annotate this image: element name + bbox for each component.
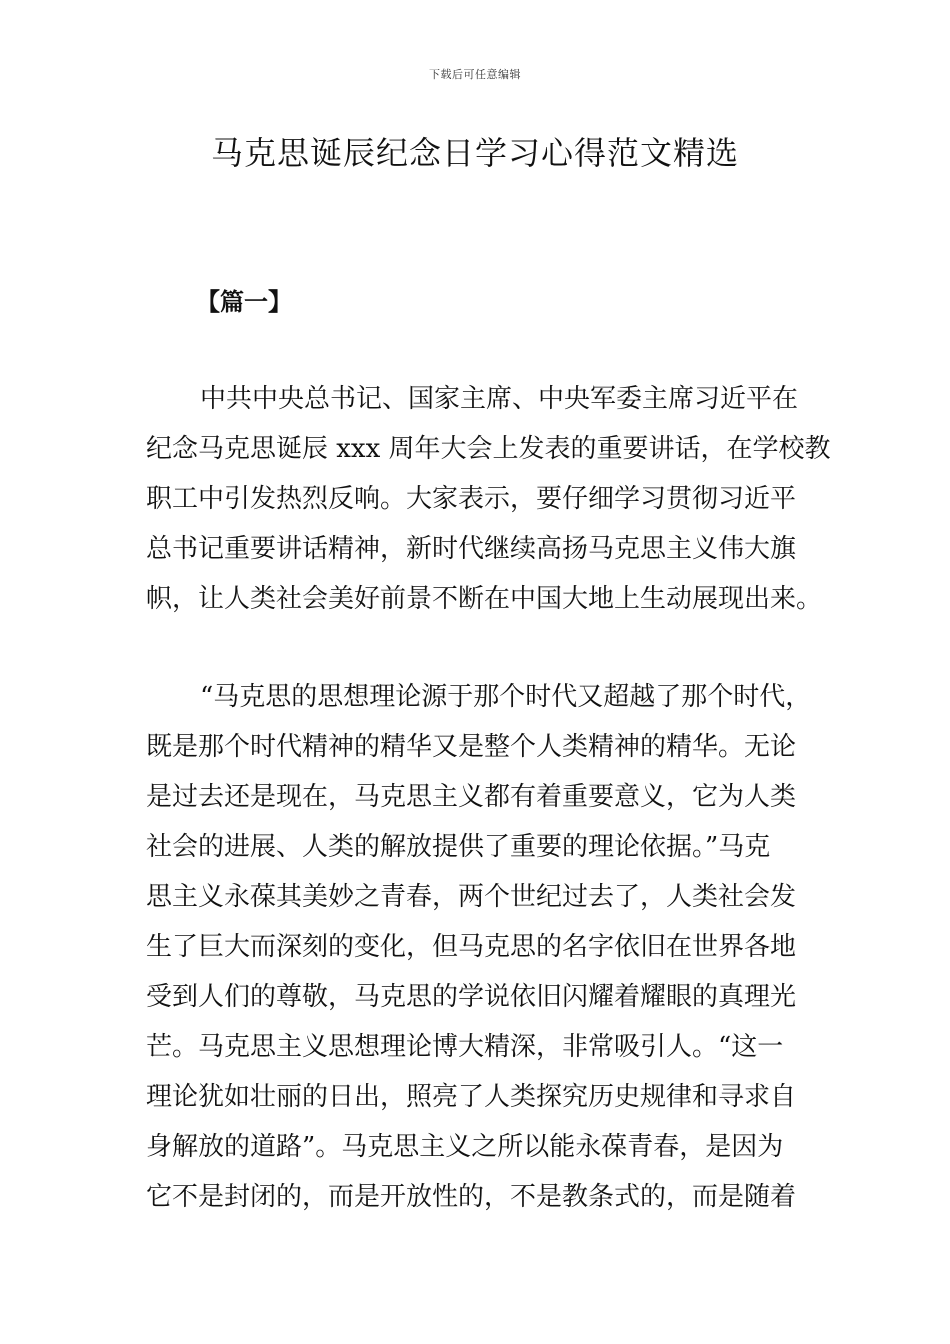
- paragraph-line: 它不是封闭的，而是开放性的，不是教条式的，而是随着: [146, 1182, 797, 1212]
- paragraph-line: 芒。马克思主义思想理论博大精深，非常吸引人。“这一: [146, 1032, 784, 1062]
- paragraph-line: 身解放的道路”。马克思主义之所以能永葆青春，是因为: [146, 1132, 784, 1162]
- header-note: 下载后可任意编辑: [429, 68, 521, 81]
- paragraph-line: 纪念马克思诞辰 xxx 周年大会上发表的重要讲话，在学校教: [146, 434, 831, 464]
- paragraph-1: [146, 374, 836, 624]
- paragraph-line: 理论犹如壮丽的日出，照亮了人类探究历史规律和寻求自: [146, 1082, 797, 1112]
- document-title: 马克思诞辰纪念日学习心得范文精选: [210, 134, 739, 172]
- paragraph-2: [146, 672, 836, 1222]
- paragraph-line: 职工中引发热烈反响。大家表示，要仔细学习贯彻习近平: [146, 484, 797, 514]
- paragraph-line: “马克思的思想理论源于那个时代又超越了那个时代，: [200, 682, 812, 712]
- paragraph-line: 社会的进展、人类的解放提供了重要的理论依据。”马克: [146, 832, 771, 862]
- paragraph-line: 受到人们的尊敬，马克思的学说依旧闪耀着耀眼的真理光: [146, 982, 797, 1012]
- paragraph-line: 总书记重要讲话精神，新时代继续高扬马克思主义伟大旗: [146, 534, 797, 564]
- paragraph-line: 帜，让人类社会美好前景不断在中国大地上生动展现出来。: [146, 584, 823, 614]
- paragraph-line: 既是那个时代精神的精华又是整个人类精神的精华。无论: [146, 732, 797, 762]
- section-label: 【篇一】: [196, 287, 292, 316]
- paragraph-line: 思主义永葆其美妙之青春，两个世纪过去了，人类社会发: [146, 882, 797, 912]
- paragraph-line: 是过去还是现在，马克思主义都有着重要意义，它为人类: [146, 782, 797, 812]
- paragraph-line: 生了巨大而深刻的变化，但马克思的名字依旧在世界各地: [146, 932, 797, 962]
- paragraph-line: 中共中央总书记、国家主席、中央军委主席习近平在: [200, 384, 799, 414]
